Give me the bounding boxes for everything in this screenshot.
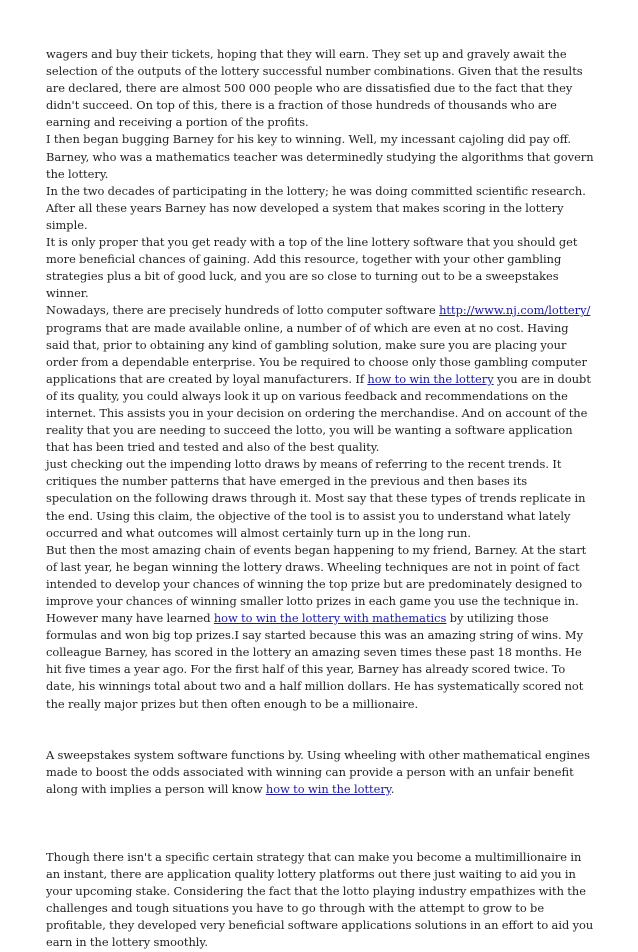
paragraph-7-text-a: But then the most amazing chain of events began happening to my friend, Barney. At the start of last year, he began winning the lottery draws. Wheeling techniques are not in point of fact intended to develop your chances of winning the top prize but are predominately designed to improve your chances of winning smaller lotto prizes in each game you use the technique in. However many have learned	[46, 542, 587, 626]
paragraph-3: In the two decades of participating in the lottery; he was doing committed scientific research. After all these years Barney has now developed a system that makes scoring in the lottery simple.	[46, 183, 586, 232]
paragraph-5-text-a: Nowadays, there are precisely hundreds of lotto computer software	[46, 303, 440, 318]
spacer	[46, 798, 594, 849]
spacer	[46, 713, 594, 747]
paragraph-2: I then began bugging Barney for his key to winning. Well, my incessant cajoling did pay off. Barney, who was a mathematics teacher was determinedly studying the algorithms that govern the lottery.	[46, 132, 594, 181]
how-to-win-lottery-link[interactable]: how to win the lottery	[367, 371, 494, 386]
nj-lottery-link[interactable]: http://www.nj.com/lottery/	[439, 303, 591, 318]
paragraph-8-text-b: .	[390, 781, 395, 796]
paragraph-5-text-b: programs that are made available online, a number of of which are even at no cost. Having said that, prior to obtaining any kind of gambling solution, make sure you are placing your order from a dependable enterprise. You be required to choose only those gambling computer applications that are created by loyal manufacturers. If	[46, 320, 587, 386]
how-to-win-lottery-link-2[interactable]: how to win the lottery	[265, 781, 391, 796]
document-page	[46, 46, 594, 952]
paragraph-5-text-c: you are in doubt of its quality, you could always look it up on various feedback and recommendations on the internet. This assists you in your decision on ordering the merchandise. And on account of the reality that you are needing to succeed the lotto, you will be wanting a software application that has been tried and tested and also of the best quality.	[46, 371, 591, 455]
paragraph-5	[46, 302, 594, 456]
paragraph-7	[46, 542, 594, 713]
paragraph-4: It is only proper that you get ready with a top of the line lottery software that you should get more beneficial chances of gaining. Add this resource, together with your other gambling strategies plus a bit of good luck, and you are so close to turning out to be a sweepstakes winner.	[46, 235, 578, 301]
paragraph-6: just checking out the impending lotto draws by means of referring to the recent trends. It critiques the number patterns that have emerged in the previous and then bases its speculation on the following draws through it. Most say that these types of trends replicate in the end. Using this claim, the objective of the tool is to assist you to understand what lately occurred and what outcomes will almost certainly turn up in the long run.	[46, 457, 586, 540]
paragraph-1: wagers and buy their tickets, hoping that they will earn. They set up and gravely await the selection of the outputs of the lottery successful number combinations. Given that the results are declared, there are almost 500 000 people who are dissatisfied due to the fact that they didn't succeed. On top of this, there is a fraction of those hundreds of thousands who are earning and receiving a portion of the profits.	[46, 47, 583, 130]
paragraph-9: Though there isn't a specific certain strategy that can make you become a multimillionaire in an instant, there are application quality lottery platforms out there just waiting to aid you in your upcoming stake. Considering the fact that the lotto playing industry empathizes with the challenges and tough situations you have to go through with the attempt to grow to be profitable, they developed very beneficial software applications solutions in an effort to aid you earn in the lottery smoothly.	[46, 849, 594, 950]
paragraph-8	[46, 747, 594, 798]
paragraph-7-text-b: by utilizing those formulas and won big top prizes.I say started because this was an amazing string of wins. My colleague Barney, has scored in the lottery an amazing seven times these past 18 months. He hit five times a year ago. For the first half of this year, Barney has already scored twice. To date, his winnings total about two and a half million dollars. He has systematically scored not the really major prizes but then often enough to be a millionaire.	[46, 611, 584, 711]
paragraph-8-text-a: A sweepstakes system software functions by. Using wheeling with other mathematical engines made to boost the odds associated with winning can provide a person with an unfair benefit along with implies a person will know	[46, 747, 590, 796]
how-to-win-lottery-mathematics-link[interactable]: how to win the lottery with mathematics	[213, 611, 447, 626]
